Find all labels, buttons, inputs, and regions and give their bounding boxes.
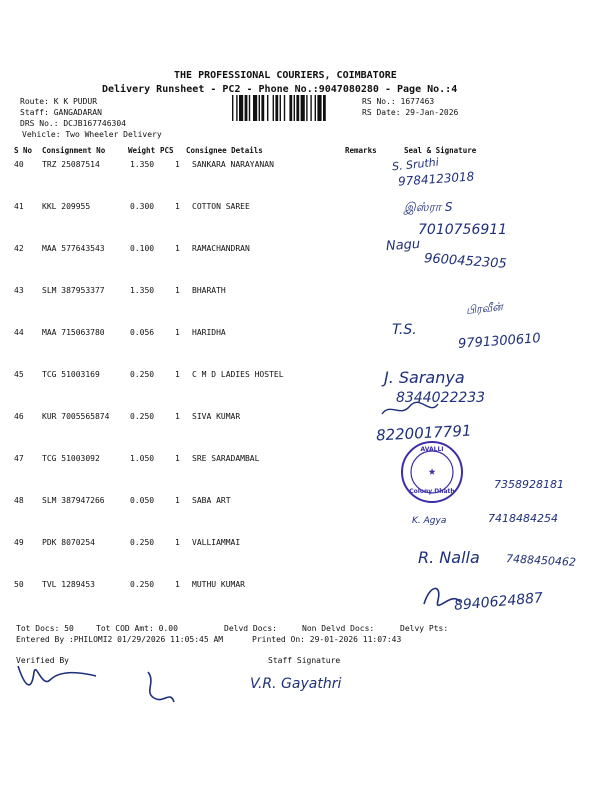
verifier-signature [12,660,102,694]
row-pcs: 1 [175,454,180,463]
row-weight: 0.250 [130,538,155,547]
row-consignment: TCG 51003092 [42,454,100,463]
row-sno: 43 [14,286,24,295]
col-consignee: Consignee Details [186,146,263,155]
initials-signature [140,668,180,708]
delivered-docs: Delvd Docs: [224,624,277,633]
handwritten-phone: 7358928181 [494,478,564,491]
row-consignee: SANKARA NARAYANAN [192,160,274,169]
col-sno: S No [14,146,33,155]
handwritten-phone: 9791300610 [457,331,542,352]
col-pcs: PCS [160,146,174,155]
company-title: THE PROFESSIONAL COURIERS, COIMBATORE [174,70,397,81]
row-pcs: 1 [175,412,180,421]
col-remarks: Remarks [345,146,377,155]
row-consignment: TRZ 25087514 [42,160,100,169]
handwritten-phone: 9600452305 [423,251,508,272]
signature-scribble [380,400,440,420]
total-docs: Tot Docs: 50 [16,624,74,633]
total-cod-amount: Tot COD Amt: 0.00 [96,624,178,633]
handwritten-phone: 8220017791 [375,421,472,445]
col-consignment: Consignment No [42,146,106,155]
staff-signature: V.R. Gayathri [250,676,342,692]
row-weight: 1.350 [130,286,155,295]
row-pcs: 1 [175,538,180,547]
row-sno: 44 [14,328,24,337]
handwritten-signature: இஸ்ரா S [404,200,453,214]
row-pcs: 1 [175,244,180,253]
handwritten-phone: 8940624887 [453,590,544,614]
row-weight: 0.056 [130,328,155,337]
seal-bottom-text: Colony Dhath [409,488,455,495]
row-sno: 48 [14,496,24,505]
delivery-points: Delvy Pts: [400,624,449,633]
table-row [0,412,600,453]
table-row [0,370,600,411]
row-weight: 1.050 [130,454,155,463]
row-sno: 49 [14,538,24,547]
row-weight: 0.250 [130,412,155,421]
runsheet-subtitle: Delivery Runsheet - PC2 - Phone No.:9047080280 - Page No.:4 [102,84,458,95]
row-pcs: 1 [175,370,180,379]
row-consignment: SLM 387953377 [42,286,105,295]
handwritten-signature: T.S. [392,322,417,338]
row-consignee: BHARATH [192,286,226,295]
row-consignee: SABA ART [192,496,231,505]
rs-date: RS Date: 29-Jan-2026 [362,108,459,117]
row-consignment: TCG 51003169 [42,370,100,379]
handwritten-signature: S. Sruthi [391,155,440,174]
table-row [0,286,600,327]
row-pcs: 1 [175,580,180,589]
staff-text: Staff: GANGADARAN [20,108,102,117]
handwritten-phone: 7010756911 [418,222,508,238]
row-consignee: HARIDHA [192,328,226,337]
printed-on: Printed On: 29-01-2026 11:07:43 [252,635,402,644]
signature-scribble [420,580,464,612]
row-sno: 50 [14,580,24,589]
table-row [0,244,600,285]
col-seal: Seal & Signature [404,146,477,155]
row-consignee: SIVA KUMAR [192,412,241,421]
row-weight: 0.100 [130,244,155,253]
row-consignee: VALLIAMMAI [192,538,241,547]
drs-number: DRS No.: DCJB167746304 [20,119,126,128]
handwritten-signature: பிரவீன் [465,300,504,317]
seal-top-text: AVALLI [420,446,444,453]
handwritten-phone: 7488450462 [505,552,577,569]
row-sno: 47 [14,454,24,463]
handwritten-phone: 7418484254 [488,512,558,525]
vehicle-text: Vehicle: Two Wheeler Delivery [22,130,162,139]
row-sno: 45 [14,370,24,379]
row-consignment: PDK 8070254 [42,538,95,547]
row-weight: 1.350 [130,160,155,169]
row-weight: 0.300 [130,202,155,211]
row-weight: 0.250 [130,580,155,589]
row-consignment: MAA 577643543 [42,244,105,253]
office-seal-stamp [400,440,464,504]
entered-by: Entered By :PHILOMI2 01/29/2026 11:05:45 AM [16,635,224,644]
row-consignment: TVL 1289453 [42,580,95,589]
staff-signature-label: Staff Signature [268,656,341,665]
rs-number: RS No.: 1677463 [362,97,435,106]
table-row [0,202,600,243]
verified-by-label: Verified By [16,656,69,665]
handwritten-signature: J. Saranya [384,368,465,387]
row-consignee: MUTHU KUMAR [192,580,245,589]
handwritten-phone: 9784123018 [397,169,475,189]
row-weight: 0.250 [130,370,155,379]
handwritten-signature: R. Nalla [418,548,480,567]
row-pcs: 1 [175,328,180,337]
table-row [0,160,600,201]
barcode [232,95,358,121]
handwritten-signature: K. Agya [412,516,447,526]
non-delivered-docs: Non Delvd Docs: [302,624,375,633]
row-consignee: RAMACHANDRAN [192,244,250,253]
row-pcs: 1 [175,160,180,169]
row-sno: 41 [14,202,24,211]
row-consignment: MAA 715063780 [42,328,105,337]
row-pcs: 1 [175,496,180,505]
row-sno: 46 [14,412,24,421]
row-pcs: 1 [175,286,180,295]
row-pcs: 1 [175,202,180,211]
handwritten-signature: Nagu [385,236,421,255]
row-consignee: C M D LADIES HOSTEL [192,370,284,379]
row-sno: 40 [14,160,24,169]
row-consignee: SRE SARADAMBAL [192,454,260,463]
row-consignment: KKL 209955 [42,202,91,211]
row-consignee: COTTON SAREE [192,202,250,211]
route-text: Route: K K PUDUR [20,97,98,106]
col-weight: Weight [128,146,156,155]
row-consignment: SLM 387947266 [42,496,105,505]
seal-star-icon: ★ [428,464,436,479]
row-sno: 42 [14,244,24,253]
handwritten-phone: 8344022233 [396,390,486,406]
row-weight: 0.050 [130,496,155,505]
row-consignment: KUR 7005565874 [42,412,110,421]
